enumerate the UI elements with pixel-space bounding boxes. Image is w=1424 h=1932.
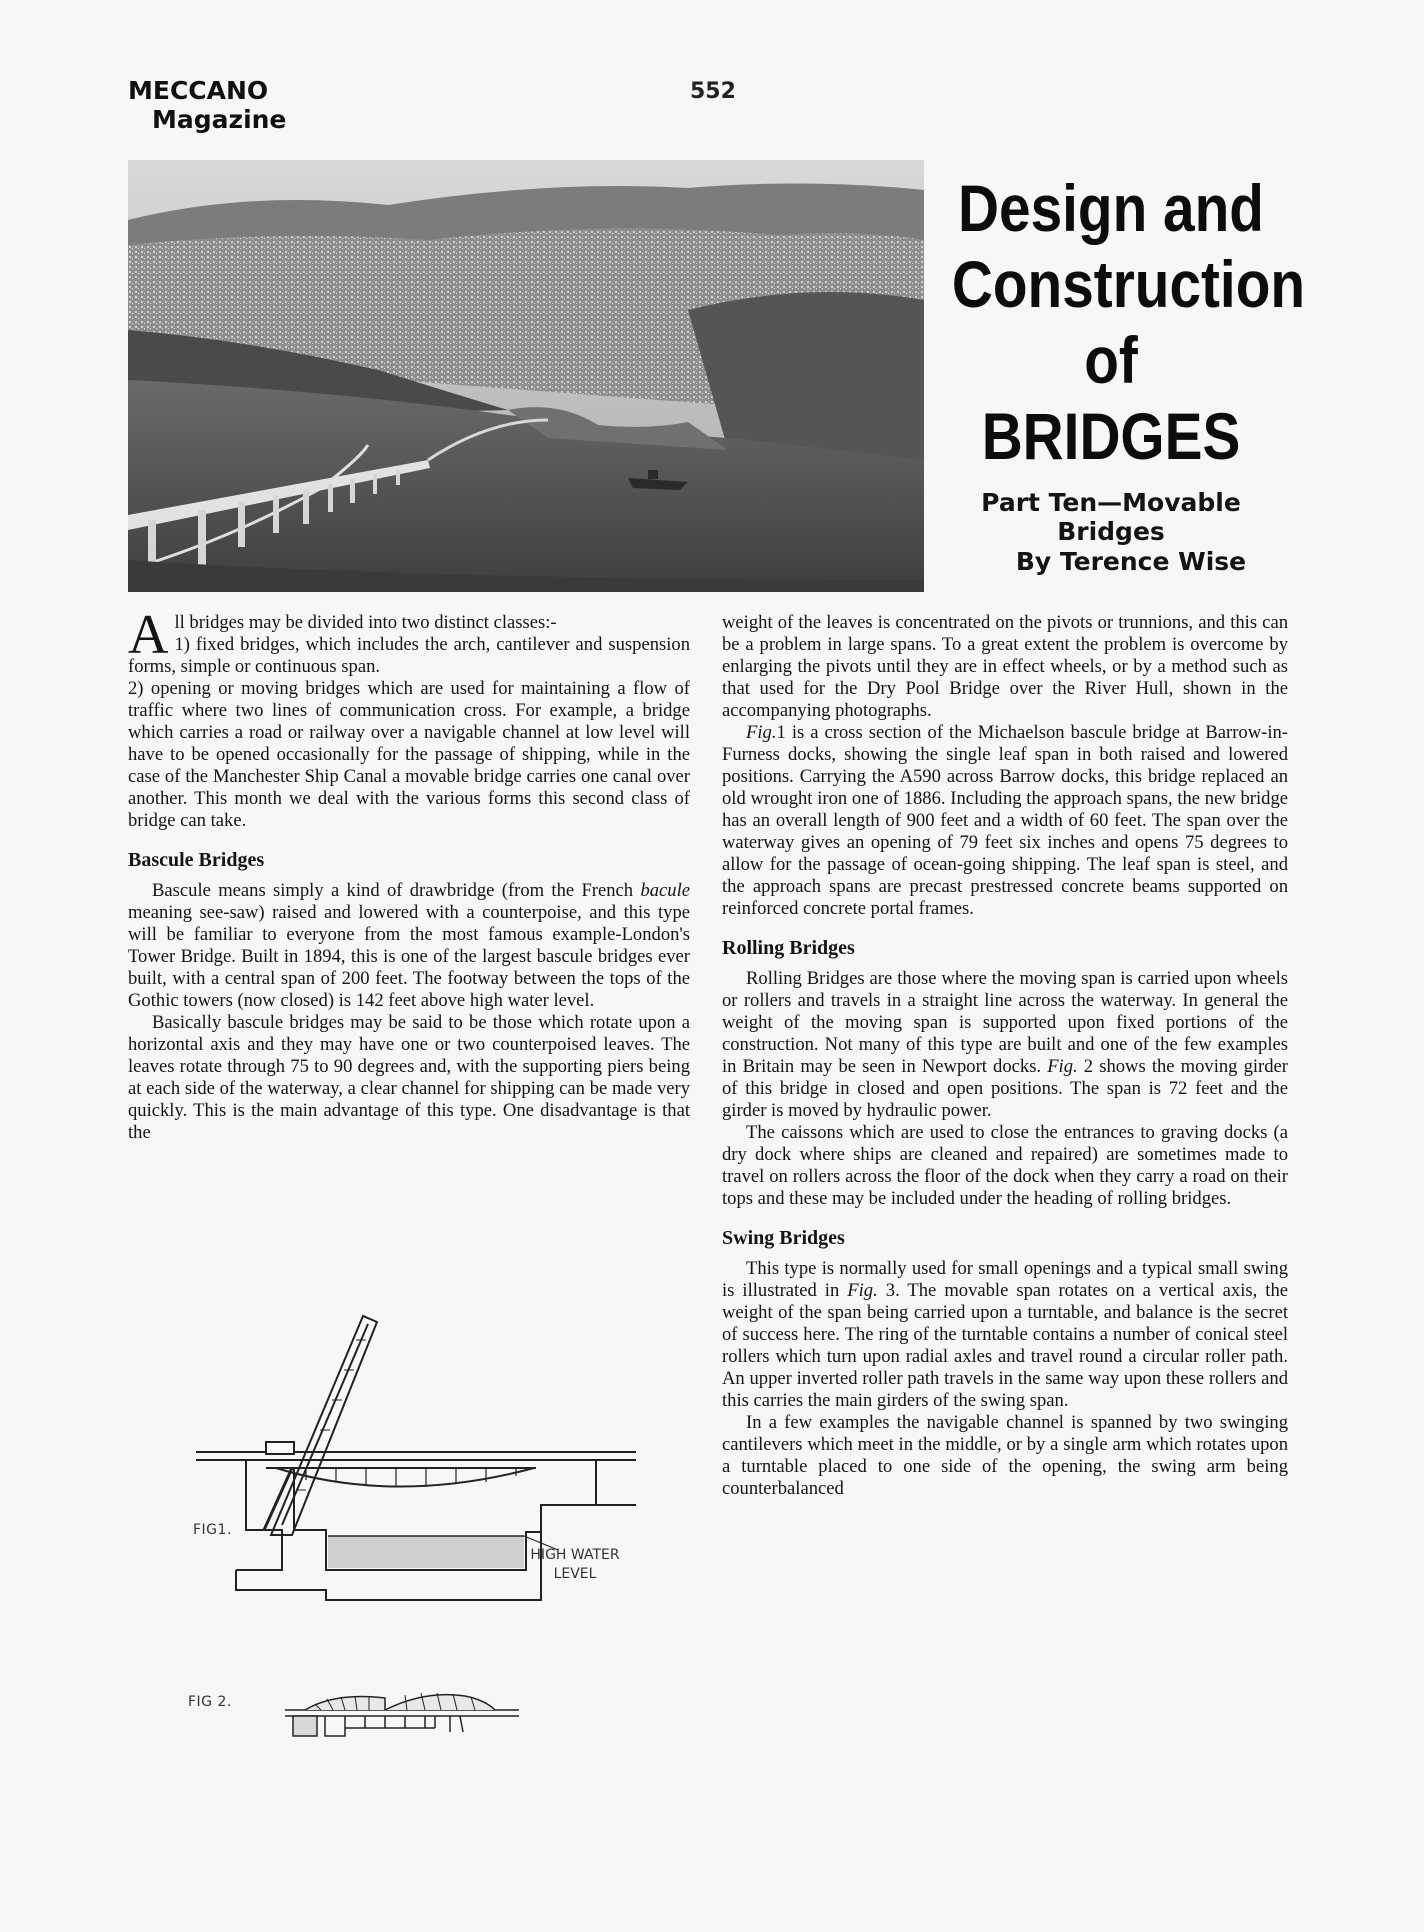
fig1-label: FIG1. xyxy=(193,1522,232,1538)
intro-paragraph-1: All bridges may be divided into two distinct classes:- xyxy=(128,604,557,666)
heading-bascule-bridges: Bascule Bridges xyxy=(128,849,265,871)
intro-paragraph-2: 1) fixed bridges, which includes the arch, cantilever and suspension forms, simple or continuous span. xyxy=(128,634,690,677)
page-number: 552 xyxy=(690,79,736,104)
rolling-paragraph-2: The caissons which are used to close the entrances to graving docks (a dry dock where ships are cleaned and repaired) are sometimes made to travel on rollers across the floor of the dock when they carry a road on their tops and these may be included under the heading of rolling bridges. xyxy=(722,1122,1288,1209)
intro-paragraph-3: 2) opening or moving bridges which are used for maintaining a flow of traffic where two lines of communication cross. For example, a bridge which carries a road or railway over a navigable channel at low level will have to be opened occasionally for the passage of shipping, while in the case of the Manchester Ship Canal a movable bridge carries one canal over another. This month we deal with the various forms this second class of bridge can take. xyxy=(128,678,690,831)
title-line-2: Construction xyxy=(951,247,1306,321)
aerial-bridge-photo xyxy=(128,160,924,592)
masthead xyxy=(128,76,286,134)
rolling-paragraph-1: Rolling Bridges are those where the moving span is carried upon wheels or rollers and travels in a straight line across the waterway. In general the weight of the moving span is supported upon fixed portions of the construction. Not many of this type are built and one of the few examples in Britain may be seen in Newport docks. Fig. 2 shows the moving girder of this bridge in closed and open positions. The span is 72 feet and the girder is moved by hydraulic power. xyxy=(722,968,1288,1121)
swing-paragraph-2: In a few examples the navigable channel is spanned by two swinging cantilevers which meet in the middle, or by a single arm which rotates upon a turntable placed to one side of the opening, the swing arm being counterbalanced xyxy=(722,1412,1288,1499)
left-column xyxy=(128,604,690,1144)
fig2-rolling-bridge-diagram xyxy=(285,1688,519,1740)
article-byline: By Terence Wise xyxy=(1015,547,1247,576)
drop-cap: A xyxy=(128,604,169,666)
swing-paragraph-1: This type is normally used for small openings and a typical small swing is illustrated in Fig. 3. The movable span rotates on a vertical axis, the weight of the span being carried upon a turntable, and balance is the secret of success here. The ring of the turntable contains a number of conical steel rollers which turn upon radial axles and travel round a circular roller path. An upper inverted roller path travels in the same way upon these rollers and this carries the main girders of the swing span. xyxy=(722,1258,1289,1411)
bascule-paragraph-3: weight of the leaves is concentrated on the pivots or trunnions, and this can be a problem in large spans. To a great extent the problem is overcome by enlarging the pivots until they are in effect wheels, or by a method such as that used for the Dry Pool Bridge over the River Hull, shown in the accompanying photographs. xyxy=(722,612,1288,721)
article-subtitle: Part Ten—Movable Bridges xyxy=(981,488,1241,546)
heading-rolling-bridges: Rolling Bridges xyxy=(722,937,855,959)
fig1-water-level-note: HIGH WATER LEVEL xyxy=(530,1547,620,1582)
aerial-photo-illustration xyxy=(128,160,924,592)
bascule-paragraph-2: Basically bascule bridges may be said to be those which rotate upon a horizontal axis and they may have one or two counterpoised leaves. The leaves rotate through 75 to 90 degrees and, with the supporting piers being at each side of the waterway, a clear channel for shipping can be made very quickly. This is the main advantage of this type. One disadvantage is that the xyxy=(128,1012,690,1143)
title-line-4: BRIDGES xyxy=(981,399,1241,473)
masthead-line-1: MECCANO xyxy=(128,76,269,105)
bascule-paragraph-1: Bascule means simply a kind of drawbridge (from the French bacule meaning see-saw) raised and lowered with a counterpoise, and this type will be familiar to everyone from the most famous example-London's Tower Bridge. Built in 1894, this is one of the largest bascule bridges ever built, with a central span of 200 feet. The footway between the tops of the Gothic towers (now closed) is 142 feet above high water level. xyxy=(128,880,690,1011)
masthead-line-2: Magazine xyxy=(152,105,287,134)
title-line-1: Design and xyxy=(958,171,1264,245)
bascule-paragraph-4: Fig.1 is a cross section of the Michaelson bascule bridge at Barrow-in-Furness docks, showing the single leaf span in both raised and lowered positions. Carrying the A590 across Barrow docks, this bridge replaced an old wrought iron one of 1886. Including the approach spans, the new bridge has an overall length of 900 feet and a width of 60 feet. The span over the waterway gives an opening of 79 feet six inches and opens 75 degrees to allow for the passage of ocean-going shipping. The leaf span is steel, and the approach spans are precast prestressed concrete beams supported on reinforced concrete portal frames. xyxy=(722,722,1288,919)
article-title xyxy=(926,170,1306,474)
title-line-3: of xyxy=(1084,323,1138,397)
heading-swing-bridges: Swing Bridges xyxy=(722,1227,845,1249)
fig2-label: FIG 2. xyxy=(188,1694,232,1710)
right-column xyxy=(722,612,1288,1500)
